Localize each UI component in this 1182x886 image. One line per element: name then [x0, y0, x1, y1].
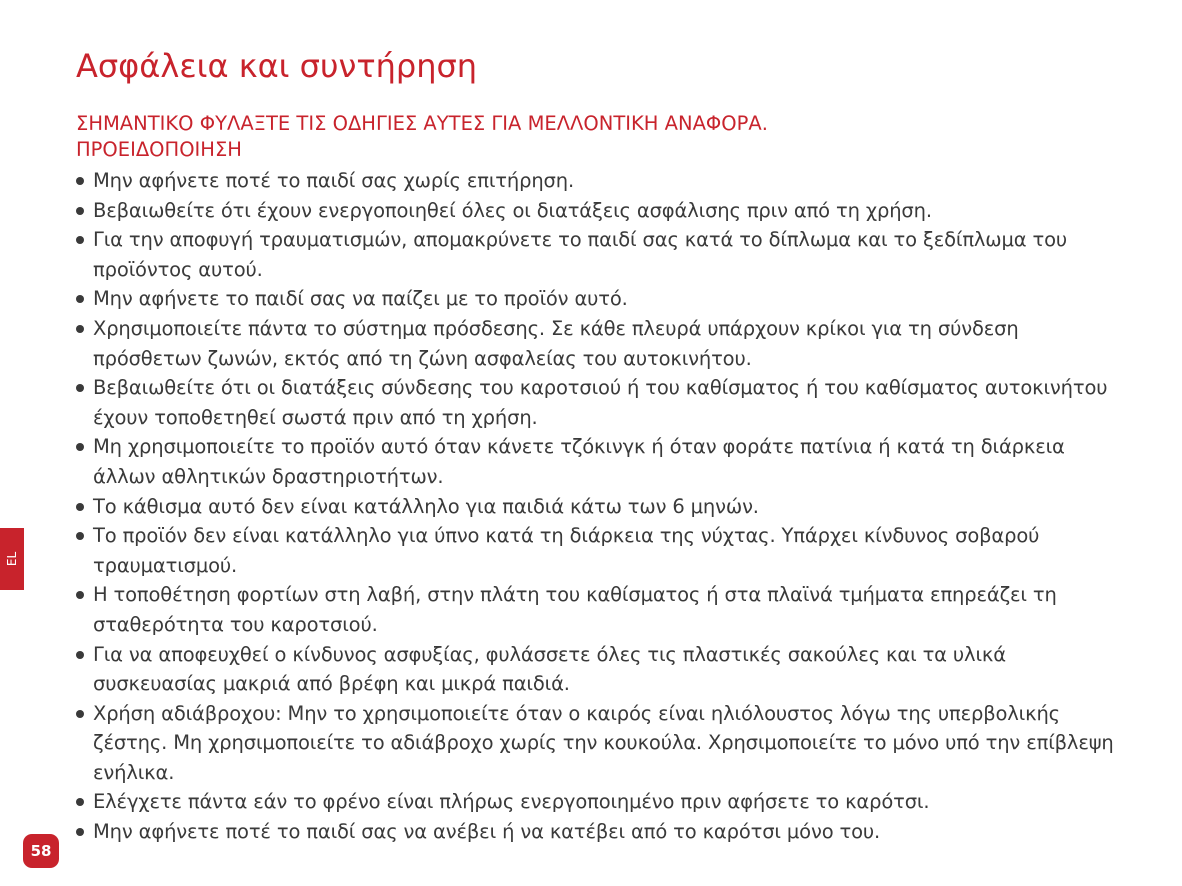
list-item: Μην αφήνετε ποτέ το παιδί σας να ανέβει ή να κατέβει από το καρότσι μόνο του.	[76, 817, 1121, 847]
list-item: Μην αφήνετε ποτέ το παιδί σας χωρίς επιτήρηση.	[76, 166, 1121, 196]
warning-heading: ΠΡΟΕΙΔΟΠΟΙΗΣΗ	[76, 138, 242, 161]
page-title: Ασφάλεια και συντήρηση	[76, 47, 478, 85]
list-item: Χρήση αδιάβροχου: Μην το χρησιμοποιείτε όταν ο καιρός είναι ηλιόλουστος λόγω της υπερβολικής ζέστης. Μη χρησιμοποιείτε το αδιάβροχο χωρίς την κουκούλα. Χρησιμοποιείτε το μόνο υπό την επίβλεψη ενήλικα.	[76, 699, 1121, 788]
warning-list	[76, 166, 1121, 847]
list-item: Η τοποθέτηση φορτίων στη λαβή, στην πλάτη του καθίσματος ή στα πλαϊνά τμήματα επηρεάζει τη σταθερότητα του καροτσιού.	[76, 580, 1121, 639]
list-item: Το κάθισμα αυτό δεν είναι κατάλληλο για παιδιά κάτω των 6 μηνών.	[76, 492, 1121, 522]
list-item: Το προϊόν δεν είναι κατάλληλο για ύπνο κατά τη διάρκεια της νύχτας. Υπάρχει κίνδυνος σοβαρού τραυματισμού.	[76, 521, 1121, 580]
list-item: Μη χρησιμοποιείτε το προϊόν αυτό όταν κάνετε τζόκινγκ ή όταν φοράτε πατίνια ή κατά τη διάρκεια άλλων αθλητικών δραστηριοτήτων.	[76, 432, 1121, 491]
list-item: Βεβαιωθείτε ότι έχουν ενεργοποιηθεί όλες οι διατάξεις ασφάλισης πριν από τη χρήση.	[76, 196, 1121, 226]
list-item: Για να αποφευχθεί ο κίνδυνος ασφυξίας, φυλάσσετε όλες τις πλαστικές σακούλες και τα υλικά συσκευασίας μακριά από βρέφη και μικρά παιδιά.	[76, 640, 1121, 699]
page-number-badge: 58	[23, 834, 59, 868]
list-item: Για την αποφυγή τραυματισμών, απομακρύνετε το παιδί σας κατά το δίπλωμα και το ξεδίπλωμα του προϊόντος αυτού.	[76, 225, 1121, 284]
list-item: Βεβαιωθείτε ότι οι διατάξεις σύνδεσης του καροτσιού ή του καθίσματος ή του καθίσματος αυτοκινήτου έχουν τοποθετηθεί σωστά πριν από τη χρήση.	[76, 373, 1121, 432]
list-item: Χρησιμοποιείτε πάντα το σύστημα πρόσδεσης. Σε κάθε πλευρά υπάρχουν κρίκοι για τη σύνδεση πρόσθετων ζωνών, εκτός από τη ζώνη ασφαλείας του αυτοκινήτου.	[76, 314, 1121, 373]
list-item: Ελέγχετε πάντα εάν το φρένο είναι πλήρως ενεργοποιημένο πριν αφήσετε το καρότσι.	[76, 787, 1121, 817]
language-tab	[0, 528, 24, 590]
language-code: EL	[5, 551, 19, 567]
list-item: Μην αφήνετε το παιδί σας να παίζει με το προϊόν αυτό.	[76, 284, 1121, 314]
important-notice-heading: ΣΗΜΑΝΤΙΚΟ ΦΥΛΑΞΤΕ ΤΙΣ ΟΔΗΓΙΕΣ ΑΥΤΕΣ ΓΙΑ ΜΕΛΛΟΝΤΙΚΗ ΑΝΑΦΟΡΑ.	[76, 112, 768, 135]
